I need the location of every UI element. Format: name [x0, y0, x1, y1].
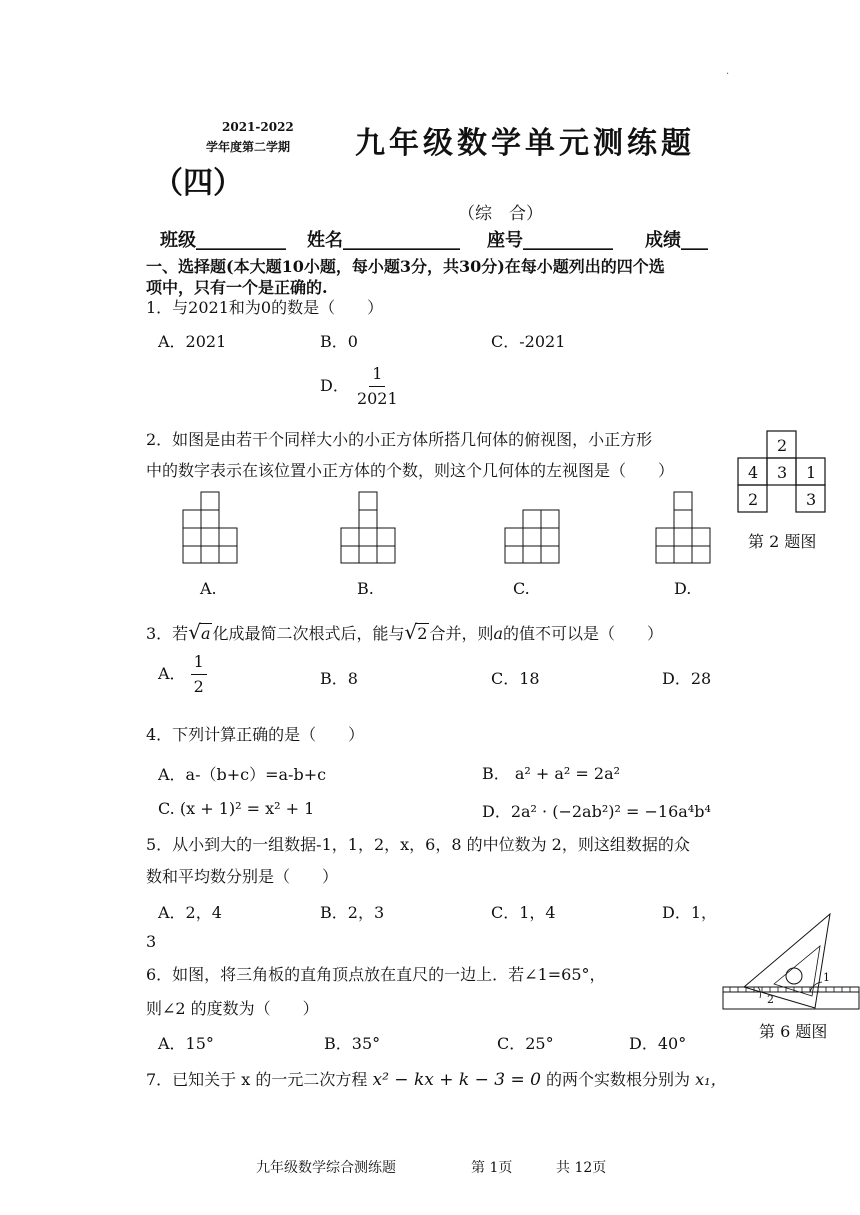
q2-option-d-figure — [656, 492, 712, 564]
q2-option-c-label: C. — [513, 579, 530, 598]
fraction-numerator: 1 — [369, 362, 385, 387]
q2-option-a-figure — [183, 492, 239, 564]
q6-figure-caption: 第 6 题图 — [759, 1022, 828, 1041]
ruler-shape — [723, 987, 859, 1009]
grid-cell-r1c1: 4 — [748, 463, 759, 482]
q3-text-3: 合并，则 — [429, 624, 494, 643]
q5-option-c: C．1，4 — [491, 903, 556, 922]
grid-cell-r1c2: 3 — [777, 463, 788, 482]
seat-field: 座号__________ — [487, 230, 613, 251]
fraction-numerator: 1 — [191, 650, 207, 675]
fraction-denominator: 2 — [193, 677, 204, 696]
q3-text-4: 的值不可以是（ ） — [503, 624, 664, 643]
q5-option-d-continued: 3 — [146, 932, 157, 951]
q7-root: x₁， — [695, 1070, 727, 1089]
q4-option-d: D．2a² · (−2ab²)² = −16a⁴b⁴ — [482, 802, 711, 821]
q4-option-c: C. (x + 1)² = x² + 1 — [158, 799, 315, 818]
sqrt-symbol: √ — [404, 620, 418, 644]
q1-option-a: A．2021 — [158, 332, 227, 351]
q3-option-a-fraction — [191, 650, 207, 699]
q2-stem-line1: 2．如图是由若干个同样大小的小正方体所搭几何体的俯视图，小正方形 — [146, 430, 653, 449]
class-field: 班级__________ — [160, 230, 286, 251]
q5-option-b: B．2，3 — [320, 903, 385, 922]
angle-1-label: 1 — [823, 971, 830, 984]
q6-stem-line1: 6．如图，将三角板的直角顶点放在直尺的一边上．若∠1=65°， — [146, 965, 606, 984]
q2-option-b-label: B. — [357, 579, 374, 598]
q4-option-a: A．a-（b+c）=a-b+c — [158, 765, 327, 784]
q2-option-b-figure — [341, 492, 397, 564]
q5-option-d: D．1， — [662, 903, 718, 922]
section-heading-line2: 项中，只有一个是正确的. — [146, 278, 328, 297]
sqrt-symbol: √ — [188, 620, 201, 644]
q7-text-1: 7．已知关于 x 的一元二次方程 — [146, 1070, 368, 1089]
grid-cell-top: 2 — [777, 436, 788, 455]
footer-exam-name: 九年级数学综合测练题 — [256, 1160, 396, 1176]
q1-option-d-fraction — [354, 362, 401, 411]
q3-radicand-2: 2 — [417, 624, 428, 643]
page-title: 九年级数学单元测练题 — [355, 126, 695, 161]
score-field: 成绩___ — [645, 230, 708, 251]
angle-2-label: 2 — [767, 993, 774, 1006]
q1-option-b: B．0 — [320, 332, 358, 351]
q1-option-c: C．-2021 — [491, 332, 566, 351]
q3-option-a-prefix: A． — [158, 664, 186, 683]
q3-option-b: B．8 — [320, 669, 358, 688]
q3-radicand-a: a — [200, 624, 211, 643]
q2-option-c-figure — [505, 510, 561, 564]
q3-option-c: C．18 — [491, 669, 540, 688]
page-title-suffix: （四） — [153, 166, 243, 201]
school-year: 2021-2022 — [222, 120, 294, 134]
q3-text-2: 化成最简二次根式后，能与 — [212, 624, 405, 643]
q6-option-c: C．25° — [497, 1034, 554, 1053]
q1-option-d — [320, 362, 401, 411]
grid-cell-r1c3: 1 — [806, 463, 817, 482]
q5-option-a: A．2，4 — [158, 903, 222, 922]
q5-stem-line2: 数和平均数分别是（ ） — [146, 867, 339, 886]
q5-stem-line1: 5．从小到大的一组数据-1，1，2，x，6，8 的中位数为 2，则这组数据的众 — [146, 835, 690, 854]
q3-option-d: D．28 — [662, 669, 712, 688]
footer-page-number: 第 1页 — [471, 1160, 513, 1176]
q4-option-b: B． a² + a² = 2a² — [482, 764, 621, 783]
q2-option-a-label: A. — [200, 579, 217, 598]
q7-equation: x² − kx + k − 3 = 0 — [372, 1070, 541, 1090]
section-heading-line1: 一、选择题(本大题10小题，每小题3分，共30分)在每小题列出的四个选 — [146, 257, 665, 276]
q6-option-a: A．15° — [158, 1034, 214, 1053]
q3-variable: a — [493, 624, 503, 643]
q6-option-b: B．35° — [324, 1034, 381, 1053]
school-term: 学年度第二学期 — [206, 140, 291, 154]
q6-ruler-triangle-figure — [722, 912, 860, 1012]
triangle-hole-circle — [786, 968, 802, 984]
q2-option-d-label: D. — [674, 579, 692, 598]
fraction-denominator: 2021 — [356, 389, 398, 408]
q3-stem — [146, 620, 663, 644]
q2-figure-caption: 第 2 题图 — [748, 532, 817, 551]
q1-stem: 1．与2021和为0的数是（ ） — [146, 298, 384, 317]
q7-stem — [146, 1067, 727, 1090]
footer-total-pages: 共 12页 — [556, 1160, 607, 1176]
q3-option-a — [158, 650, 207, 699]
q6-stem-line2: 则∠2 的度数为（ ） — [146, 999, 319, 1018]
q7-text-2: 的两个实数根分别为 — [546, 1070, 691, 1089]
triangle-shape — [744, 914, 830, 1008]
page-subtitle: （综 合） — [458, 204, 543, 224]
q4-stem: 4．下列计算正确的是（ ） — [146, 725, 365, 744]
grid-cell-r2c3: 3 — [806, 490, 817, 509]
q6-option-d: D．40° — [629, 1034, 687, 1053]
name-field: 姓名_____________ — [307, 230, 460, 251]
q1-option-d-prefix: D． — [320, 376, 349, 395]
corner-dot: . — [726, 66, 730, 77]
q2-stem-line2: 中的数字表示在该位置小正方体的个数，则这个几何体的左视图是（ ） — [146, 461, 675, 480]
q3-text-1: 3．若 — [146, 624, 189, 643]
grid-cell-r2c1: 2 — [748, 490, 759, 509]
